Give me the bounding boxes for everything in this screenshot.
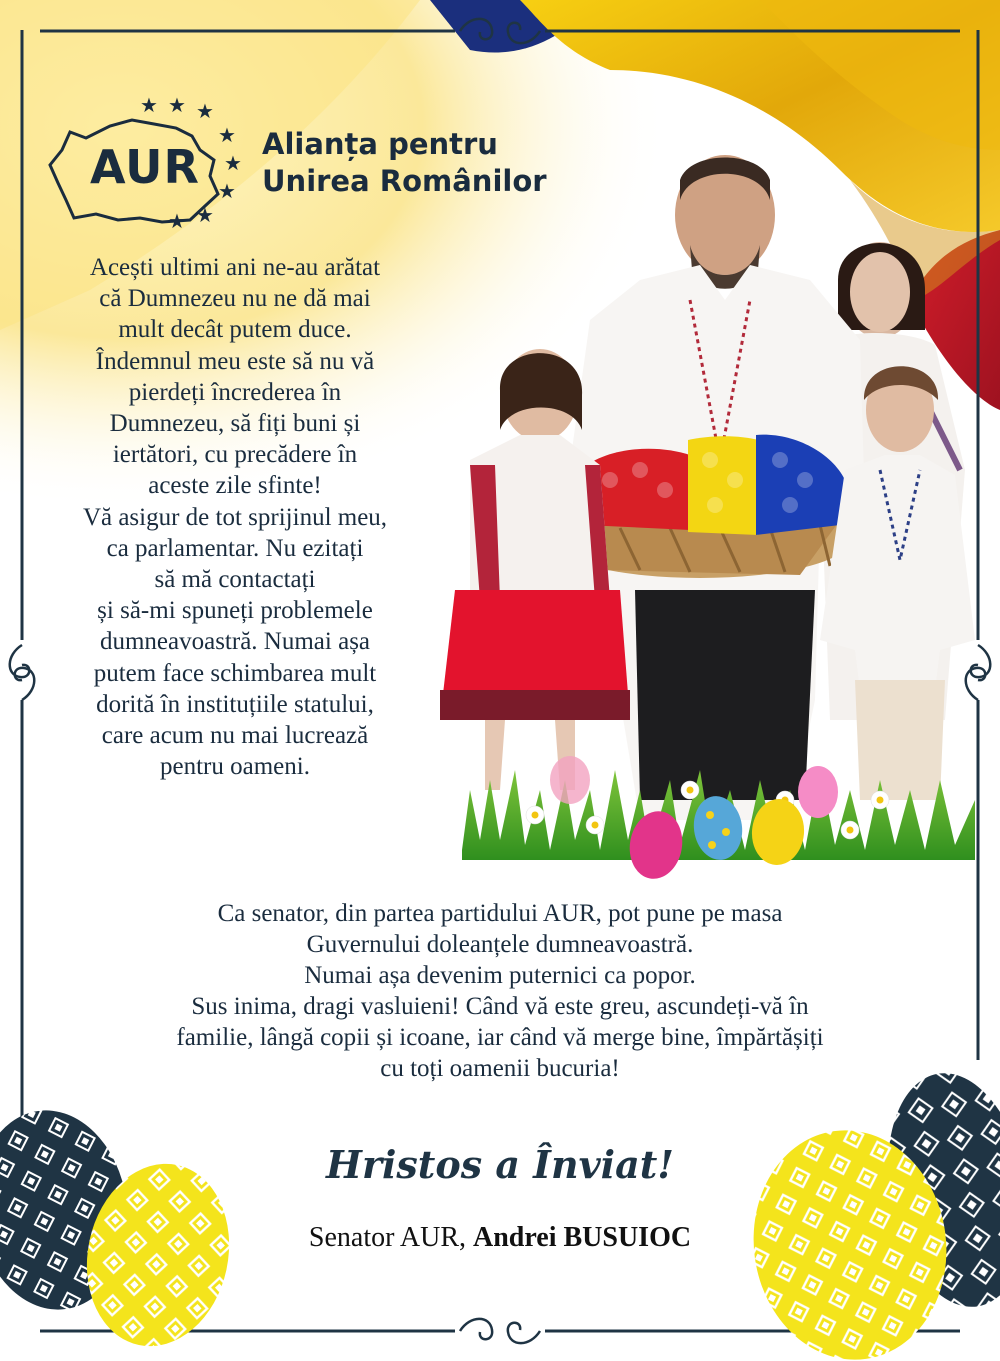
message-line: că Dumnezeu nu ne dă mai — [99, 285, 371, 313]
message-line: mult decât putem duce. — [118, 316, 352, 344]
message-line: dumneavoastră. Numai așa — [99, 628, 371, 656]
message-line: Vă asigur de tot sprijinul meu, — [82, 503, 388, 531]
message-line: ca parlamentar. Nu ezitați — [106, 534, 364, 562]
message-line: Dumnezeu, să fiți buni și — [109, 410, 361, 438]
easter-greeting: Hristos a Înviat! — [326, 1142, 674, 1187]
party-name-line2: Unirea Românilor — [262, 164, 547, 198]
message-line: Acești ultimi ani ne-au arătat — [89, 254, 381, 281]
message-line: aceste zile sfinte! — [148, 472, 322, 500]
middle-message — [60, 898, 940, 1084]
message-line: familie, lângă copii și icoane, iar când vă merge bine, împărtășiți — [176, 1024, 824, 1051]
svg-text:★: ★ — [168, 209, 186, 233]
message-line: Ca senator, din partea partidului AUR, pot pune pe masa — [217, 900, 783, 927]
message-line: Sus inima, dragi vasluieni! Când vă este greu, ascundeți-vă în — [191, 993, 809, 1020]
svg-text:★: ★ — [218, 123, 236, 147]
message-line: și să-mi spuneți problemele — [97, 597, 373, 625]
signature-name: Andrei BUSUIOC — [473, 1222, 692, 1253]
svg-text:★: ★ — [196, 99, 214, 123]
message-line: Numai așa devenim puternici ca popor. — [304, 962, 696, 989]
svg-text:★: ★ — [140, 93, 158, 117]
logo-acronym: AUR — [90, 140, 200, 194]
left-message — [40, 252, 430, 782]
message-line: iertători, cu precădere în — [112, 441, 358, 469]
message-line: cu toți oamenii bucuria! — [380, 1055, 620, 1082]
message-line: dorită în instituțiile statului, — [96, 690, 374, 718]
svg-text:★: ★ — [168, 93, 186, 117]
party-name-line1: Alianța pentru — [262, 127, 498, 161]
message-line: putem face schimbarea mult — [93, 659, 377, 687]
message-line: care acum nu mai lucrează — [101, 722, 369, 750]
party-name — [262, 126, 547, 200]
message-line: pentru oameni. — [160, 753, 310, 781]
signature — [200, 1222, 800, 1254]
message-line: pierdeți încrederea în — [128, 378, 342, 406]
svg-text:★: ★ — [218, 179, 236, 203]
message-line: să mă contactați — [154, 566, 316, 594]
signature-title: Senator AUR, — [308, 1222, 473, 1253]
svg-text:★: ★ — [224, 151, 242, 175]
message-line: Guvernului doleanțele dumneavoastră. — [306, 931, 694, 958]
svg-text:★: ★ — [196, 203, 214, 227]
message-line: Îndemnul meu este să nu vă — [95, 347, 375, 375]
